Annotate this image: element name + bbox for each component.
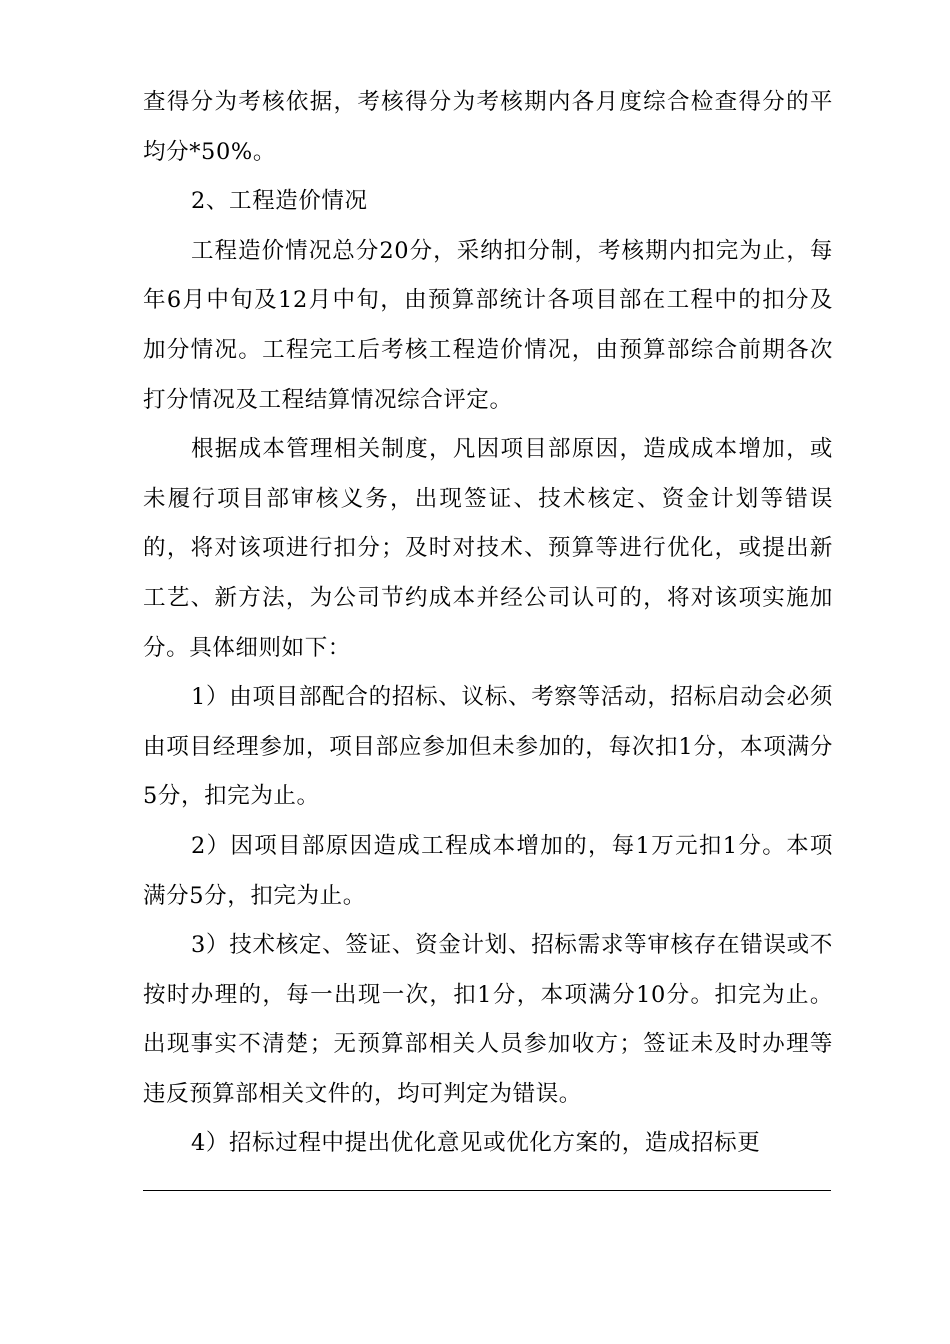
paragraph-cost-rules: 根据成本管理相关制度，凡因项目部原因，造成成本增加，或未履行项目部审核义务，出现签证、技术核定、资金计划等错误的，将对该项进行扣分；及时对技术、预算等进行优化，或提出新工艺、新方法，为公司节约成本并经公司认可的，将对该项实施加分。具体细则如下： bbox=[143, 436, 833, 661]
footer-divider bbox=[143, 1190, 831, 1191]
rule-item-2: 2）因项目部原因造成工程成本增加的，每1万元扣1分。本项满分5分，扣完为止。 bbox=[143, 832, 833, 909]
paragraph-cost-overview: 工程造价情况总分20分，采纳扣分制，考核期内扣完为止，每年6月中旬及12月中旬，由预算部统计各项目部在工程中的扣分及加分情况。工程完工后考核工程造价情况，由预算部综合前期各次打分情况及工程结算情况综合评定。 bbox=[143, 237, 833, 413]
rule-item-4: 4）招标过程中提出优化意见或优化方案的，造成招标更 bbox=[191, 1130, 761, 1157]
rule-item-3: 3）技术核定、签证、资金计划、招标需求等审核存在错误或不按时办理的，每一出现一次，扣1分，本项满分10分。扣完为止。出现事实不清楚；无预算部相关人员参加收方；签证未及时办理等违反预算部相关文件的，均可判定为错误。 bbox=[143, 932, 833, 1107]
body-text bbox=[143, 78, 833, 1169]
paragraph-continuation: 查得分为考核依据，考核得分为考核期内各月度综合检查得分的平均分*50%。 bbox=[143, 89, 833, 165]
section-heading-cost: 2、工程造价情况 bbox=[191, 188, 368, 215]
rule-item-1: 1）由项目部配合的招标、议标、考察等活动，招标启动会必须由项目经理参加，项目部应参加但未参加的，每次扣1分，本项满分5分，扣完为止。 bbox=[143, 684, 833, 810]
